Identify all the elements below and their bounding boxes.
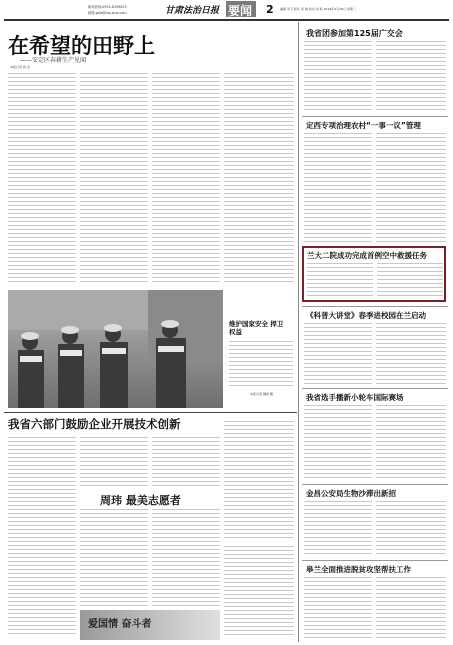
feature-col2	[152, 508, 220, 608]
banner-text: 爱国情 奋斗者	[88, 619, 152, 630]
photo-caption-title: 维护国家安全 捍卫权益	[229, 320, 284, 336]
main-story-col3	[152, 72, 220, 282]
right-h7: 皋兰全面推进脱贫攻坚帮扶工作	[306, 565, 411, 574]
main-story-byline: 本报记者 杨 洁	[10, 65, 30, 69]
news-photo	[8, 290, 223, 408]
right-h5: 我省选手播新小轮车国际赛场	[306, 393, 404, 402]
left-lower-col1	[8, 436, 76, 636]
editor-info: 编辑 李飞 版式 李 瑞 校对 刘 艳 2019年4月16日 星期二	[280, 7, 356, 11]
right-h6-text1	[304, 500, 372, 556]
right-h1-text1	[304, 40, 372, 112]
right-rule-1	[302, 116, 448, 117]
right-h1: 我省团参加第125届广交会	[306, 29, 403, 38]
section-title: 要闻	[228, 4, 253, 18]
left-lower-col4	[224, 420, 294, 540]
boxed-text1	[307, 262, 373, 298]
right-h4-text2	[376, 322, 446, 384]
right-h2-text1	[304, 132, 372, 242]
mid-rule	[4, 412, 297, 413]
boxed-text2	[377, 262, 443, 298]
right-h4-text1	[304, 322, 372, 384]
right-rule-2	[302, 306, 448, 307]
photo-author: 本报记者 魏建 摄	[250, 392, 273, 396]
main-story-col1	[8, 72, 76, 282]
main-story-col2	[80, 72, 148, 282]
right-h2: 定西专项治理农村“一事一议”管理	[306, 121, 421, 130]
right-h2-text2	[376, 132, 446, 242]
main-story-title: 在希望的田野上	[8, 33, 155, 58]
email-line: 邮箱:gsfz@vip.sina.com	[88, 11, 127, 15]
left-lower-col3	[152, 436, 220, 486]
right-h7-text1	[304, 576, 372, 638]
feature-col1	[80, 508, 148, 608]
photo-caption-text	[229, 340, 293, 388]
left-lower-title: 我省六部门鼓励企业开展技术创新	[8, 417, 181, 431]
main-story-col4	[224, 72, 294, 282]
right-h5-text2	[376, 404, 446, 480]
main-story-subtitle: ——安定区春耕生产见闻	[20, 57, 87, 64]
news-hotline: 新闻热线:0931-8199053	[88, 5, 127, 9]
masthead-logo: 甘肃法治日报	[165, 6, 220, 16]
boxed-story-title: 兰大二院成功完成首例空中救援任务	[307, 251, 427, 260]
right-h4: 《科普大讲堂》春季进校园在兰启动	[306, 311, 426, 320]
page-number: 2	[266, 3, 274, 16]
right-h6-text2	[376, 500, 446, 556]
header-rule	[4, 19, 449, 21]
right-column-divider	[298, 22, 299, 642]
right-h5-text1	[304, 404, 372, 480]
left-lower-col2	[80, 436, 148, 486]
feature-title: 周玮 最美志愿者	[100, 494, 181, 507]
feature-col3	[224, 545, 294, 637]
right-rule-3	[302, 388, 448, 389]
right-rule-5	[302, 560, 448, 561]
right-h6: 金昌公安局生物沙滞出新招	[306, 489, 396, 498]
right-rule-4	[302, 484, 448, 485]
right-h1-text2	[376, 40, 446, 112]
right-h7-text2	[376, 576, 446, 638]
